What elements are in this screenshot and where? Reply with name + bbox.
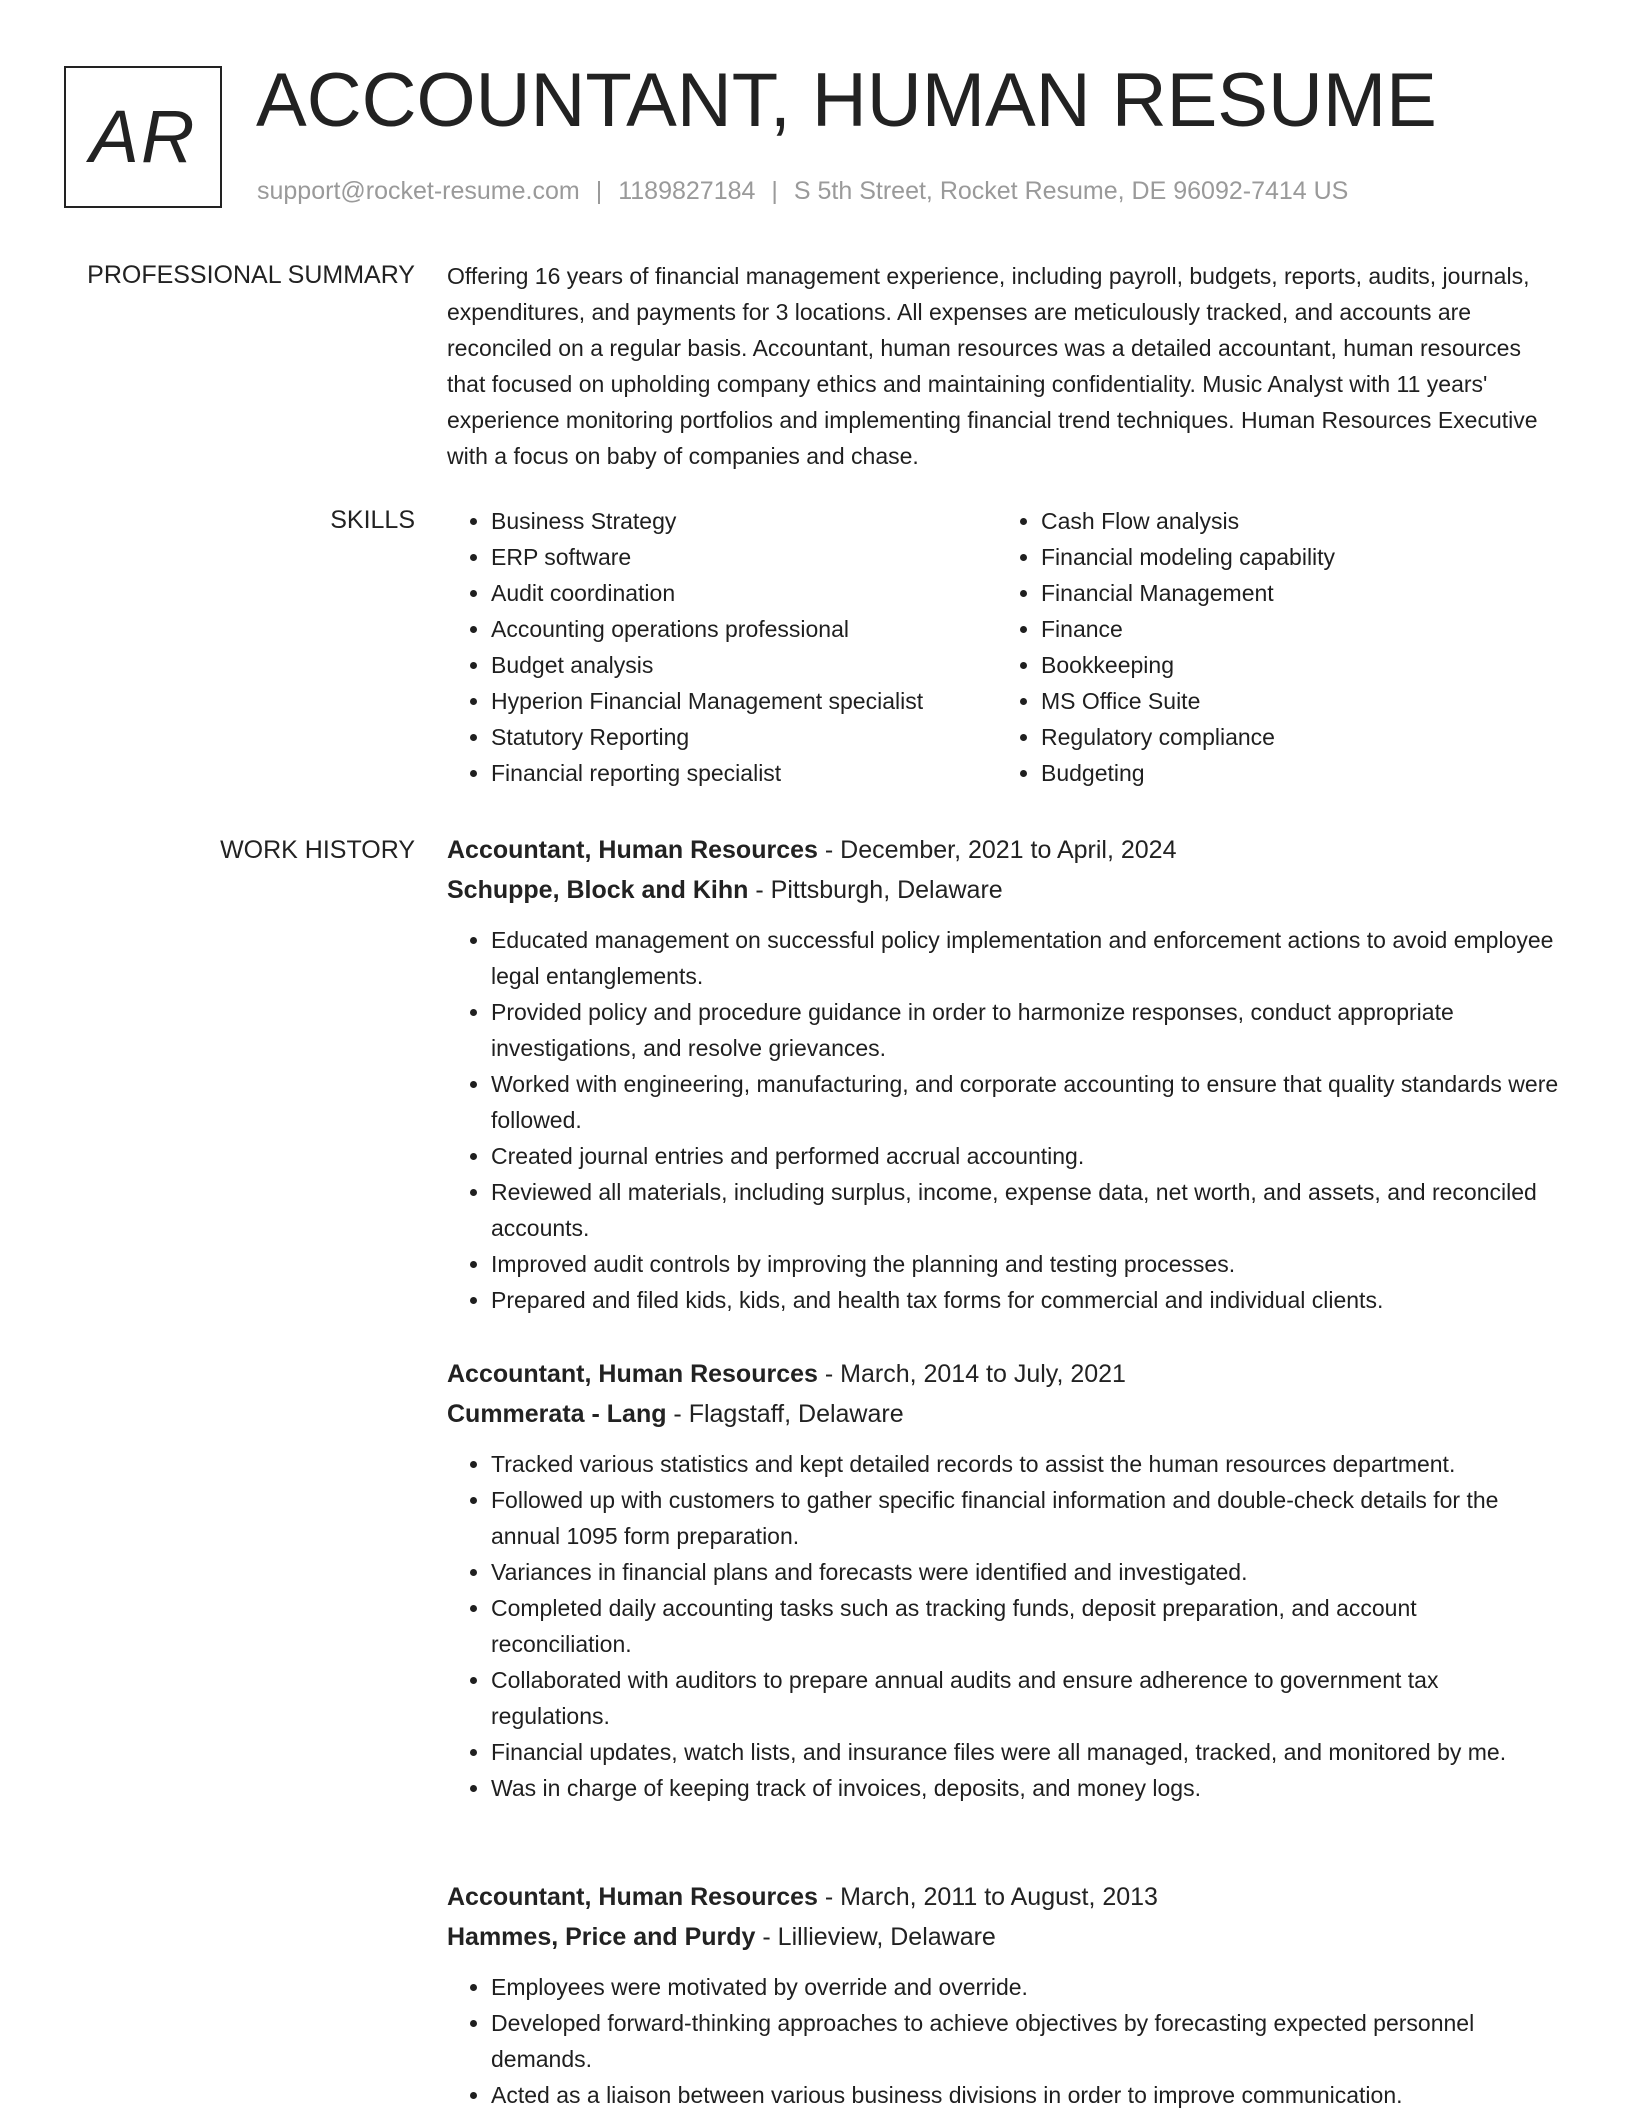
job-company: Hammes, Price and Purdy (447, 1923, 756, 1951)
skill-item: • MS Office Suite (1041, 683, 1547, 719)
skill-item: • Finance (1041, 611, 1547, 647)
job-role: Accountant, Human Resources (447, 1883, 818, 1911)
skill-item: • Accounting operations professional (491, 611, 997, 647)
skill-item: • Financial modeling capability (1041, 539, 1547, 575)
job-bullet: • Improved audit controls by improving the planning and testing processes. (491, 1246, 1562, 1282)
job-role-line (447, 830, 1562, 870)
skill-item: • ERP software (491, 539, 997, 575)
job-bullet: • Provided policy and procedure guidance in order to harmonize responses, conduct appropriate investigations, and resolve grievances. (491, 994, 1562, 1066)
job-bullet: • Educated management on successful policy implementation and enforcement actions to avoid employee legal entanglements. (491, 922, 1562, 994)
skills-list-right (997, 503, 1547, 791)
job-bullet: • Acted as a liaison between various business divisions in order to improve communication. (491, 2077, 1562, 2112)
job-dates: - March, 2011 to August, 2013 (817, 1883, 1158, 1911)
job-company-line (447, 1917, 1562, 1957)
job-bullet: • Completed daily accounting tasks such as tracking funds, deposit preparation, and account reconciliation. (491, 1590, 1562, 1662)
work-history-heading: WORK HISTORY (220, 836, 415, 864)
monogram-initials: AR (89, 95, 197, 178)
job-bullet: • Employees were motivated by override and override. (491, 1969, 1562, 2005)
job-bullets (447, 1969, 1562, 2112)
contact-address: S 5th Street, Rocket Resume, DE 96092-7414 US (793, 177, 1349, 205)
contact-separator: | (595, 177, 603, 205)
summary-heading: PROFESSIONAL SUMMARY (87, 261, 415, 289)
job-location: - Lillieview, Delaware (755, 1923, 996, 1951)
job-dates: - December, 2021 to April, 2024 (817, 836, 1177, 864)
skills-grid (447, 503, 1562, 791)
job-company-line (447, 870, 1562, 910)
job-bullet: • Tracked various statistics and kept detailed records to assist the human resources department. (491, 1446, 1562, 1482)
skill-item: • Regulatory compliance (1041, 719, 1547, 755)
contact-line (257, 174, 1348, 208)
job-entry (447, 830, 1562, 1318)
resume-title: ACCOUNTANT, HUMAN RESUME (256, 58, 1437, 143)
contact-separator: | (771, 177, 778, 205)
summary-body (447, 258, 1562, 474)
summary-text: Offering 16 years of financial management experience, including payroll, budgets, reports, audits, journals, expenditures, and payments for 3 locations. All expenses are meticulously tracked, and accounts are reconciled on a regular basis. Accountant, human resources was a detailed accountant, human resources that focused on upholding company ethics and maintaining confidentiality. Music Analyst with 11 years' experience monitoring portfolios and implementing financial trend techniques. Human Resources Executive with a focus on baby of companies and chase. (447, 263, 1538, 469)
skill-item: • Financial reporting specialist (491, 755, 997, 791)
job-bullets (447, 1446, 1562, 1806)
job-dates: - March, 2014 to July, 2021 (817, 1360, 1126, 1388)
contact-email: support@rocket-resume.com (257, 177, 580, 205)
job-bullet: • Followed up with customers to gather specific financial information and double-check details for the annual 1095 form preparation. (491, 1482, 1562, 1554)
job-entry (447, 1877, 1562, 2112)
job-bullet: • Created journal entries and performed accrual accounting. (491, 1138, 1562, 1174)
job-role-line (447, 1877, 1562, 1917)
job-bullet: • Worked with engineering, manufacturing, and corporate accounting to ensure that quality standards were followed. (491, 1066, 1562, 1138)
skill-item: • Budgeting (1041, 755, 1547, 791)
job-bullet: • Reviewed all materials, including surplus, income, expense data, net worth, and assets, and reconciled accounts. (491, 1174, 1562, 1246)
skill-item: • Business Strategy (491, 503, 997, 539)
skill-item: • Bookkeeping (1041, 647, 1547, 683)
skill-item: • Audit coordination (491, 575, 997, 611)
job-bullet: • Variances in financial plans and forecasts were identified and investigated. (491, 1554, 1562, 1590)
job-entry (447, 1354, 1562, 1806)
job-role: Accountant, Human Resources (447, 1360, 818, 1388)
monogram-badge (64, 66, 222, 208)
contact-phone: 1189827184 (618, 177, 756, 205)
job-company: Schuppe, Block and Kihn (447, 876, 749, 904)
job-bullet: • Was in charge of keeping track of invoices, deposits, and money logs. (491, 1770, 1562, 1806)
skills-heading: SKILLS (330, 506, 415, 534)
job-bullet: • Financial updates, watch lists, and insurance files were all managed, tracked, and monitored by me. (491, 1734, 1562, 1770)
skill-item: • Hyperion Financial Management specialist (491, 683, 997, 719)
job-bullet: • Developed forward-thinking approaches to achieve objectives by forecasting expected personnel demands. (491, 2005, 1562, 2077)
job-company-line (447, 1394, 1562, 1434)
job-location: - Pittsburgh, Delaware (748, 876, 1003, 904)
job-bullets (447, 922, 1562, 1318)
job-bullet: • Prepared and filed kids, kids, and health tax forms for commercial and individual clients. (491, 1282, 1562, 1318)
job-location: - Flagstaff, Delaware (666, 1400, 904, 1428)
job-role: Accountant, Human Resources (447, 836, 818, 864)
skill-item: • Budget analysis (491, 647, 997, 683)
skills-list-left (447, 503, 997, 791)
job-company: Cummerata - Lang (447, 1400, 667, 1428)
skill-item: • Cash Flow analysis (1041, 503, 1547, 539)
skill-item: • Financial Management (1041, 575, 1547, 611)
job-bullet: • Collaborated with auditors to prepare annual audits and ensure adherence to government tax regulations. (491, 1662, 1562, 1734)
skill-item: • Statutory Reporting (491, 719, 997, 755)
job-role-line (447, 1354, 1562, 1394)
